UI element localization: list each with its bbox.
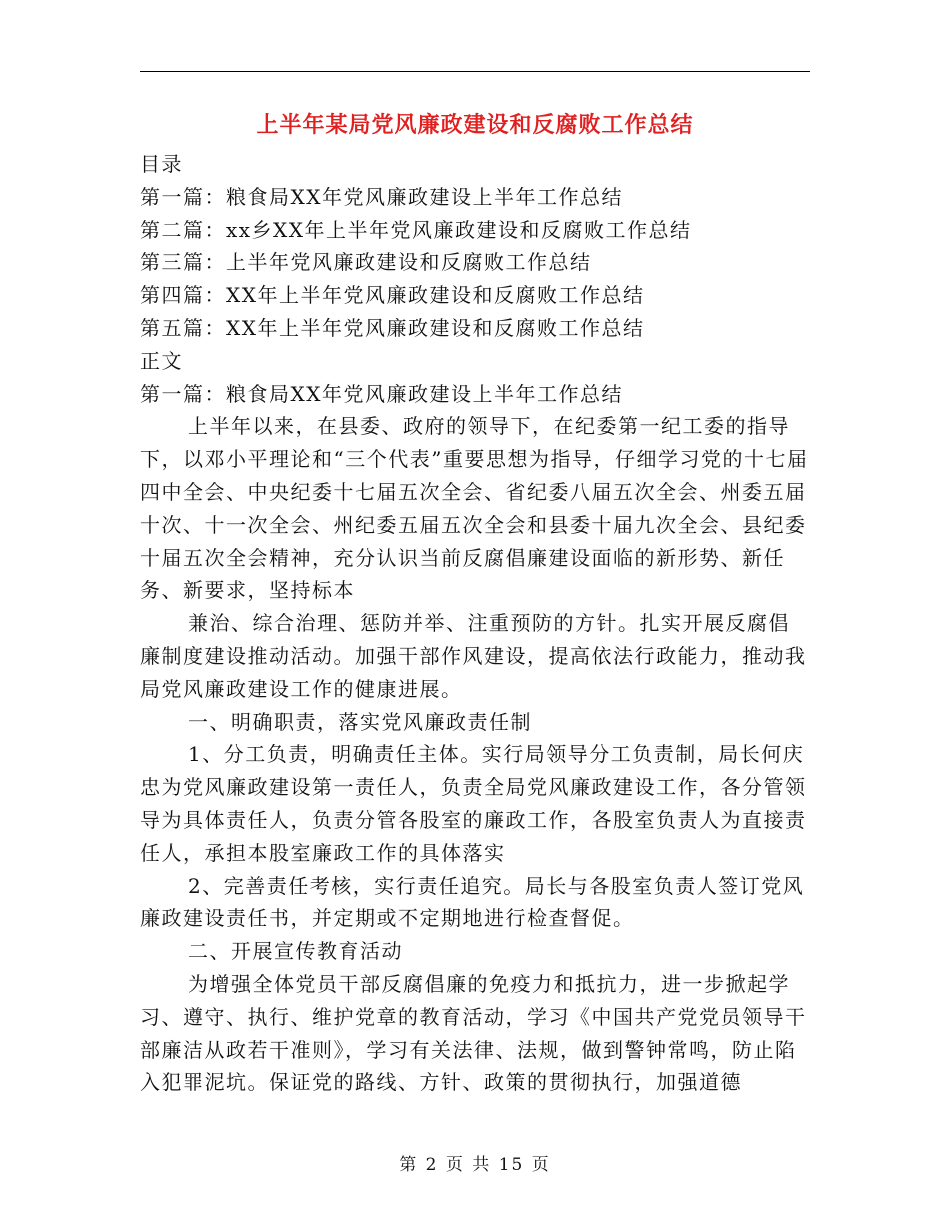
document-title: 上半年某局党风廉政建设和反腐败工作总结 <box>256 113 694 138</box>
article-title: 第一篇：粮食局XX年党风廉政建设上半年工作总结 <box>140 381 623 406</box>
header-rule <box>140 71 810 72</box>
paragraph-responsibility-assessment: 2、完善责任考核，实行责任追究。局长与各股室负责人签订党风廉政建设责任书，并定期或不定期地进行检查督促。 <box>140 873 805 931</box>
toc-item-3: 第三篇：上半年党风廉政建设和反腐败工作总结 <box>140 250 592 275</box>
document-body <box>140 148 810 1099</box>
toc-heading: 目录 <box>140 152 183 176</box>
toc-item-2: 第二篇：xx乡XX年上半年党风廉政建设和反腐败工作总结 <box>140 217 692 242</box>
toc-item-1: 第一篇：粮食局XX年党风廉政建设上半年工作总结 <box>140 184 623 209</box>
section-heading-1: 一、明确职责，落实党风廉政责任制 <box>188 709 532 734</box>
page-footer: 第 2 页 共 15 页 <box>399 1155 551 1175</box>
paragraph-policy: 兼治、综合治理、惩防并举、注重预防的方针。扎实开展反腐倡廉制度建设推动活动。加强干部作风建设，提高依法行政能力，推动我局党风廉政建设工作的健康进展。 <box>140 611 807 701</box>
paragraph-education: 为增强全体党员干部反腐倡廉的免疫力和抵抗力，进一步掀起学习、遵守、执行、维护党章的教育活动，学习《中国共产党党员领导干部廉洁从政若干准则》，学习有关法律、法规，做到警钟常鸣，防止陷入犯罪泥坑。保证党的路线、方针、政策的贯彻执行，加强道德 <box>140 971 807 1095</box>
toc-item-4: 第四篇：XX年上半年党风廉政建设和反腐败工作总结 <box>140 283 645 308</box>
section-heading-2: 二、开展宣传教育活动 <box>188 939 403 964</box>
body-heading: 正文 <box>140 348 183 373</box>
toc-item-5: 第五篇：XX年上半年党风廉政建设和反腐败工作总结 <box>140 315 645 340</box>
paragraph-intro: 上半年以来，在县委、政府的领导下，在纪委第一纪工委的指导下，以邓小平理论和“三个代表”重要思想为指导，仔细学习党的十七届四中全会、中央纪委十七届五次全会、省纪委八届五次全会、州委五届十次、十一次全会、州纪委五届五次全会和县委十届九次全会、县纪委十届五次全会精神，充分认识当前反腐倡廉建设面临的新形势、新任务、新要求，坚持标本 <box>140 414 809 603</box>
paragraph-division-of-duties: 1、分工负责，明确责任主体。实行局领导分工负责制，局长何庆忠为党风廉政建设第一责任人，负责全局党风廉政建设工作，各分管领导为具体责任人，负责分管各股室的廉政工作，各股室负责人为直接责任人，承担本股室廉政工作的具体落实 <box>140 742 807 865</box>
